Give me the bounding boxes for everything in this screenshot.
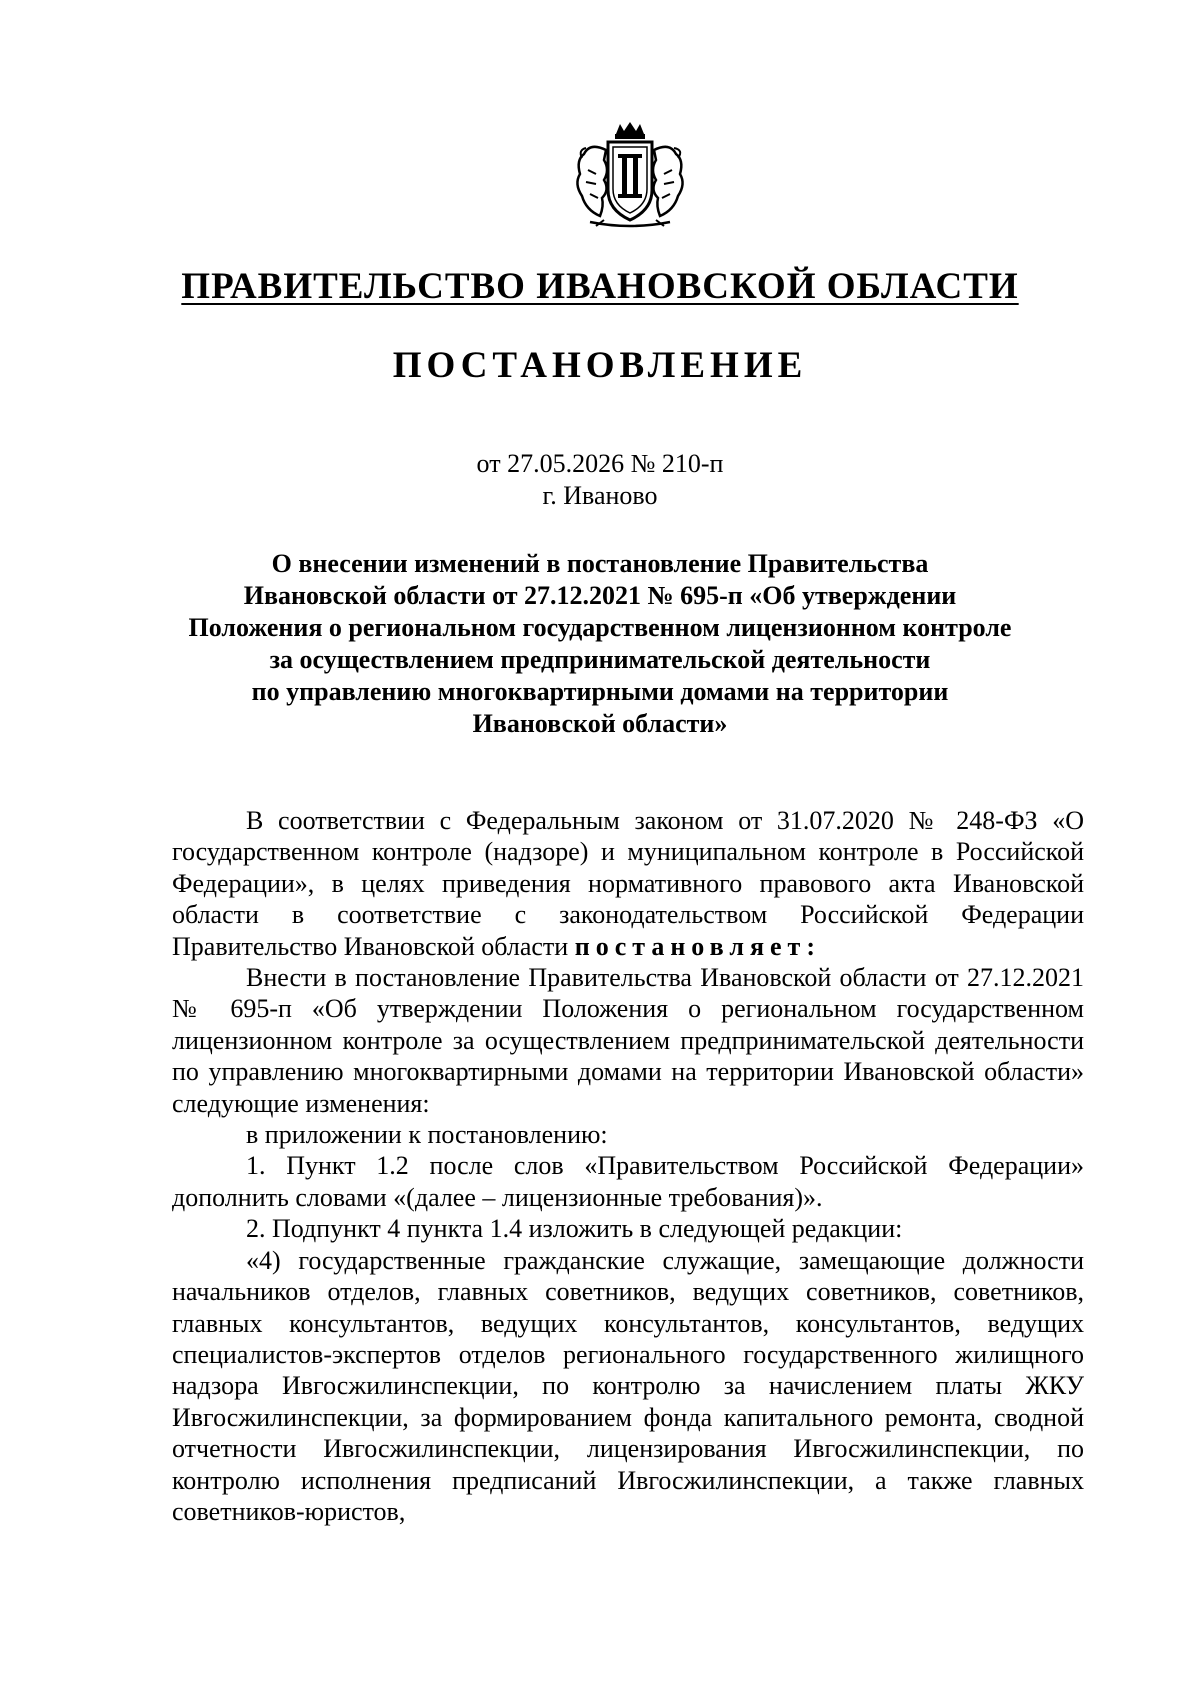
document-type: ПОСТАНОВЛЕНИЕ — [392, 345, 808, 386]
organization-title-text: ПРАВИТЕЛЬСТВО ИВАНОВСКОЙ ОБЛАСТИ — [181, 266, 1019, 307]
body-paragraph-preamble — [172, 805, 1084, 962]
document-date-number: от 27.05.2026 № 210-п — [476, 449, 724, 478]
subject-line-5: по управлению многоквартирными домами на территории — [251, 677, 949, 706]
organization-title — [150, 263, 1050, 311]
body-paragraph-item-2: 2. Подпункт 4 пункта 1.4 изложить в следующей редакции: — [246, 1214, 903, 1244]
body-paragraph-appendix: в приложении к постановлению: — [246, 1120, 608, 1150]
document-meta — [300, 448, 900, 512]
subject-line-4: за осуществлением предпринимательской деятельности — [269, 645, 931, 674]
subject-line-2: Ивановской области от 27.12.2021 № 695-п «Об утверждении — [243, 581, 957, 610]
subject-line-6: Ивановской области» — [472, 709, 728, 738]
preamble-text: В соответствии с Федеральным законом от 31.07.2020 № 248-ФЗ «О государственном контроле (надзоре) и муниципальном контроле в Российской Федерации», в целях приведения нормативного правового акта Ивановской области в соответствие с законодательством Российской Федерации Правительство Ивановской области — [172, 806, 1084, 961]
document-body — [172, 805, 1084, 1527]
document-subject — [150, 548, 1050, 740]
subject-line-3: Положения о региональном государственном лицензионном контроле — [188, 613, 1012, 642]
body-paragraph-subitem-4: «4) государственные гражданские служащие, замещающие должности начальников отделов, главных советников, ведущих советников, советников, главных консультантов, ведущих консультантов, консультантов, ведущих специалистов-экспертов отделов регионального государственного жилищного надзора Ивгосжилинспекции, по контролю за начислением платы ЖКУ Ивгосжилинспекции, за формированием фонда капитального ремонта, сводной отчетности Ивгосжилинспекции, лицензирования Ивгосжилинспекции, по контролю исполнения предписаний Ивгосжилинспекции, а также главных советников-юристов, — [172, 1245, 1084, 1526]
decree-word: постановляет: — [574, 931, 821, 961]
body-paragraph-item-1: 1. Пункт 1.2 после слов «Правительством Российской Федерации» дополнить словами «(далее – лицензионные требования)». — [172, 1151, 1084, 1212]
document-city: г. Иваново — [542, 481, 658, 510]
body-paragraph-amend: Внести в постановление Правительства Ивановской области от 27.12.2021 № 695-п «Об утверждении Положения о региональном государственном лицензионном контроле за осуществлением предпринимательской деятельности по управлению многоквартирными домами на территории Ивановской области» следующие изменения: — [172, 963, 1084, 1118]
subject-line-1: О внесении изменений в постановление Правительства — [271, 549, 929, 578]
coat-of-arms-icon — [560, 120, 700, 232]
